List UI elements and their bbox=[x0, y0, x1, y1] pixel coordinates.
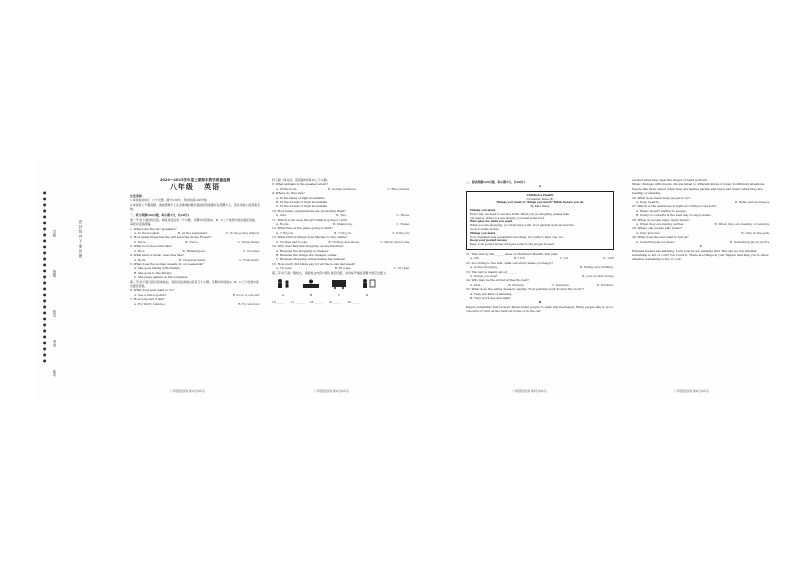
answer-blanks bbox=[272, 300, 410, 304]
question-24: 24. Why may be the writer writes the text? A. Kids. B. Parents. C. Teachers. D. Workers. bbox=[466, 278, 614, 287]
question-8: 8. What animals is the speaker about? A. White lions. B. Golden monkeys. C. Blue whales. bbox=[272, 182, 410, 191]
binding-dots: ● ● ● ● ● ● ● ● ● ● ● ● ● ● ● ● ● ● ● ● ● ● ● ● ● ● ● ● ● bbox=[43, 190, 47, 363]
exam-sheet bbox=[34, 160, 770, 402]
article-line: Your classmate has a beautiful schoolbag. You want to have one, too. bbox=[470, 234, 564, 239]
binding-label-school: 学校 bbox=[52, 230, 56, 238]
page-4 bbox=[632, 178, 770, 396]
article-line: When you are shopping, you must have a list. Your parents work around the bbox=[470, 223, 574, 228]
article-line: clock to make money. bbox=[470, 226, 500, 231]
question-10: 10. How many organizations are protecting them? A. One. B. Two. C. Three. bbox=[272, 208, 410, 218]
passage-b-body: Music changes with moods. People listen to different kinds of music in different situations. People like lively music when they are having parties and enjoy sad music when they are reading or relaxing. bbox=[632, 182, 766, 196]
picture-c bbox=[328, 278, 350, 290]
article-date: November Issue (8) bbox=[526, 196, 554, 201]
binding-warning: 密 封 线 内 不 要 答 题 bbox=[78, 220, 82, 258]
binding-label-seat: 座号 bbox=[52, 370, 56, 378]
picture-a bbox=[272, 278, 294, 290]
listening-lead-8-10: 听下面一段对话，回答第8至第10三个小题。 bbox=[272, 178, 330, 182]
question-27: 27. Which of the sentences is right according to the text? A. Music doesn't matter to people. B. Going to concerts is the best way to enjoy music. bbox=[632, 204, 717, 218]
note-1: 1.本试卷共8页，六个大题，满分120分，考试时间100分钟。 bbox=[130, 198, 210, 203]
picture-label-b: B bbox=[309, 292, 313, 297]
passage-c: Humans feelers are amazing. Let's look at our example first. But can we tell whether something is hot or cold? You touch it. There are things in your fingers that help you to know whether something is hot or cold. bbox=[632, 248, 769, 262]
reading-part-a: A bbox=[538, 184, 542, 189]
picture-row bbox=[272, 278, 410, 290]
article-box bbox=[466, 191, 614, 250]
binding-label-room: 考场 bbox=[52, 340, 56, 348]
question-21: 21. This text by the ______ issue of Children's Health, this year. A. 9th B. 11th C. 1st D. 12th bbox=[466, 251, 614, 261]
page-1 bbox=[130, 178, 260, 396]
page-1-footer: 八年级英语试卷 第1页(共8页) bbox=[170, 389, 205, 393]
article-author: By Kate Wang bbox=[530, 204, 550, 209]
question-14: 14. Why does Ben like shopping on the Internet? A. Because the shopping is cheaper. B. Because the things are cheaper online. C. Because shopping online makes her relaxed. bbox=[272, 244, 346, 262]
question-9: 9. Where do they live? A. In the lakes of high mountains. B. In the forests of high mountains. C. In the forests of high mountains. bbox=[272, 191, 328, 209]
article-title: Children's Health bbox=[526, 192, 554, 197]
page-4-footer: 八年级英语试卷 第4页(共8页) bbox=[674, 389, 709, 393]
listening-part3-instructions: 第三节 听下面一篇短文，请将短文内容与图片进行匹配，并将标号填在答题卡相应位置上。 bbox=[272, 270, 389, 275]
picture-label-a: A bbox=[281, 292, 285, 297]
listening-part1-instructions: 第一节 听下面5段对话。每段对话后有一个小题，从题中所给的A、B、C三个选项中选出最佳答案。每段对话读两遍。 bbox=[130, 217, 258, 227]
note-2: 2.本试卷上不要答题，请按答题卡上注意事项的要求直接把答案填写在答题卡上。答在试卷上的答案无效。 bbox=[130, 202, 260, 212]
blank-16: 16.______ bbox=[272, 300, 285, 305]
picture-labels bbox=[272, 293, 410, 297]
article-line: Things you must bbox=[470, 230, 496, 235]
picture-label-d: D bbox=[365, 292, 369, 297]
question-11: 11. Which room does the girl think is going to win? A. Room. B. Shandong. C. Hebei. bbox=[272, 217, 410, 227]
page-2-footer: 八年级英语试卷 第2页(共8页) bbox=[314, 389, 349, 393]
question-15: 15. How much did Linda pay for all the books last week? A. 50 yuan. B. 60 yuan. C. 70 yuan. bbox=[272, 261, 410, 271]
question-22: 22. According to the text, what can study make you happy? A. Going shopping. B. Eating and drinking. bbox=[466, 260, 614, 270]
article-line: our advice. When you are hungry, you need some food. bbox=[470, 215, 545, 220]
question-6: 6. What does Jack want to do? A. See a film together. B. Go to a concert. bbox=[130, 288, 260, 297]
section-listening: 一、听力理解(20小题，每小题1分，共20分) bbox=[130, 213, 190, 218]
picture-label-c: C bbox=[337, 292, 341, 297]
question-28: 28. When do people enjoy lively music? A. When they are having parties. B. When they are reading or relaxing. bbox=[632, 217, 770, 227]
article-line: Every day, we need to eat and drink. When you go shopping, please take bbox=[470, 211, 569, 216]
binding-label-class: 班级 bbox=[52, 270, 56, 278]
article-line: Keep your pocket money and give some to the people in need. bbox=[470, 242, 555, 247]
passage-b: People remember feet forever. Music helps people to relax and feel happy. Many people like to go to concerts or turn on the radio at home or in the car. bbox=[466, 304, 614, 314]
passage-b-continued: excited when they hear the singer or band perform. bbox=[632, 178, 709, 182]
reading-part-c: C bbox=[699, 244, 703, 249]
blank-18: 18.______ bbox=[309, 300, 323, 305]
article-line: Things you must bbox=[470, 208, 496, 212]
exam-title: 2024—2025学年度上期期末教学质量监测 bbox=[159, 178, 231, 182]
article-line: Who pays for what you want bbox=[470, 219, 513, 224]
reading-part-b: B bbox=[538, 300, 542, 305]
picture-b bbox=[300, 278, 322, 290]
article-headline: Things you must or things you must? Think before you do bbox=[496, 200, 584, 205]
question-30: 30. What does the text want to tell us? A. Something about music. B. Something about sports. bbox=[632, 235, 770, 244]
listening-part2-instructions: 第二节 听下面几段对话或独白。每段对话或独白后有几个小题，从题中所给的A、B、C三个选项中选出最佳答案。 bbox=[130, 279, 259, 288]
question-25: 25. What does the writer mean by saying "Your parents work around the clock"? A. They are kind of listening. B. They work day and night. bbox=[466, 287, 584, 301]
page-2 bbox=[272, 178, 410, 396]
binding-label-name: 姓名 bbox=[52, 310, 56, 318]
notes-header: 注意事项： bbox=[130, 193, 145, 198]
question-29: 29. Where can people play music? A. Only at home. B. Only in the park. bbox=[632, 226, 770, 235]
question-1: 1. Where are the two speakers? A. In the hospital. B. At the restaurant. C. In the police station. bbox=[130, 226, 260, 236]
page-3-footer: 八年级英语试卷 第3页(共8页) bbox=[512, 389, 547, 393]
section-reading: 二、阅读理解(20小题，每小题2分，共40分) bbox=[466, 180, 526, 184]
question-26: 26. What does music help people to do? A. Keep healthy. B. Relax and feel happy. bbox=[632, 195, 770, 205]
question-3: 3. What food does Nick like? A. Rice. B. Hamburgers. C. Noodles. bbox=[130, 244, 260, 253]
question-23: 23. The text is mainly about ______. A. things you must B. your pocket money bbox=[466, 269, 614, 278]
binding-margin bbox=[34, 160, 104, 402]
question-5: 5. What does the woman usually do on weekends? A. She goes hiking with friends. B. She goes to the library. C. She plays games on the computer. bbox=[130, 261, 204, 280]
question-13: 13. What kind of things does Ma like to buy online? A. Clothes and books. B. Clothes and shoes. C. Music and books. bbox=[272, 235, 410, 244]
page-3 bbox=[466, 178, 614, 396]
blank-17: 17.______ bbox=[290, 300, 304, 305]
article-line: Keep your pocket money bbox=[470, 238, 508, 243]
question-2: 2. How many times has the girl seen the movie Frozen? A. Once. B. Twice. C. Three times. bbox=[130, 235, 260, 244]
question-4: 4. What kind of music does Sue like? A. Rock. B. Classical music. C. Folk music. bbox=[130, 253, 260, 262]
question-7: 7. How long will it last? A. For thirty minutes. B. For an hour. bbox=[130, 297, 260, 306]
exam-subject: 八年级 英语 bbox=[169, 182, 221, 192]
blank-20: 20.______ bbox=[347, 300, 361, 305]
picture-d bbox=[356, 278, 378, 290]
blank-19: 19.______ bbox=[328, 300, 342, 305]
question-12: 12. What time is the game going to start? A. 7:30 p.m. B. 7:00 p.m. C. 8:00 p.m. bbox=[272, 226, 410, 235]
